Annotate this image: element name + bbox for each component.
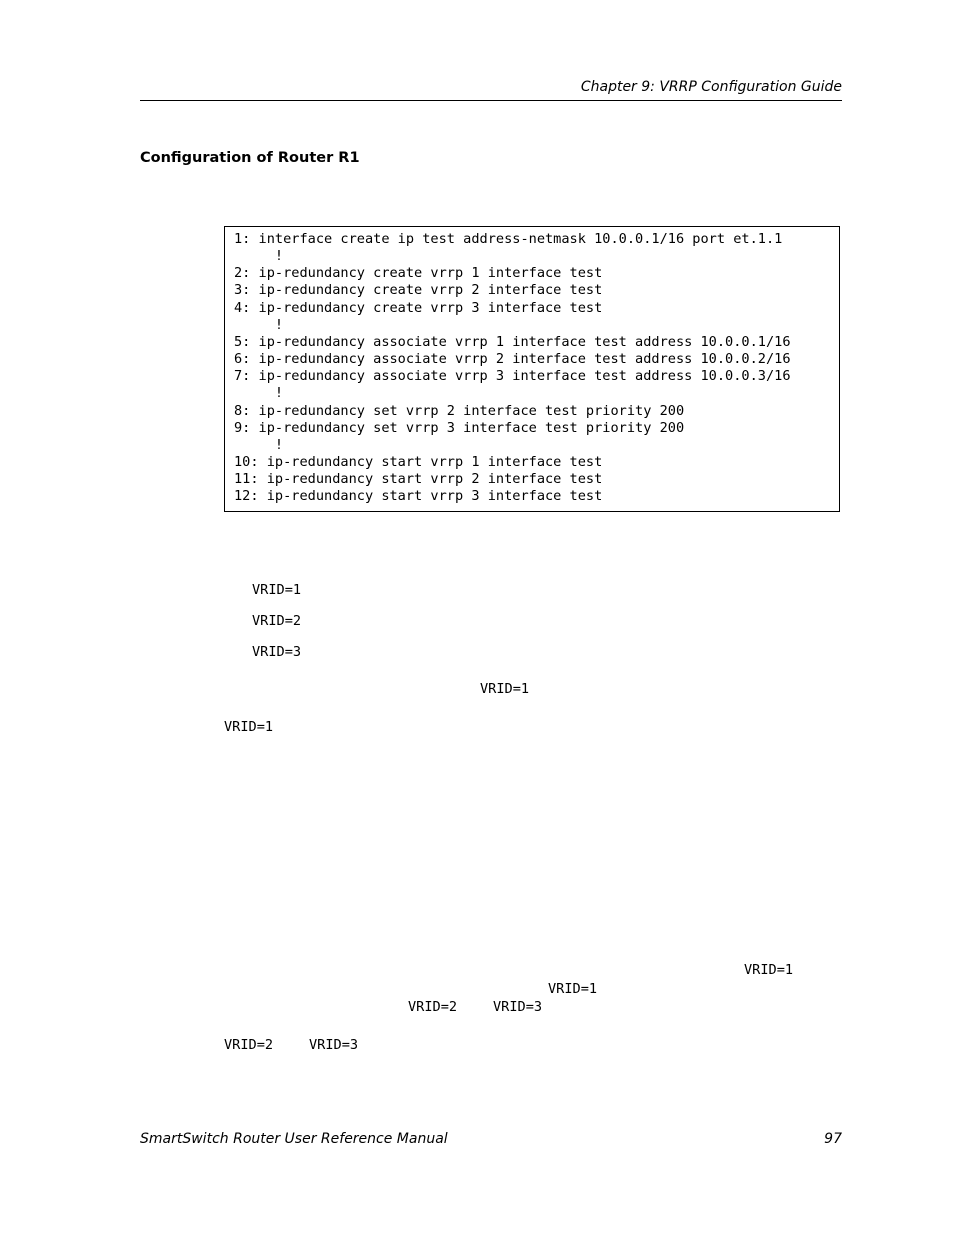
paragraph-vrid-fragment: VRID=3	[309, 1037, 359, 1053]
code-line: 1: interface create ip test address-netmask 10.0.0.1/16 port et.1.1	[234, 231, 783, 247]
vrid-list-item-3: VRID=3	[252, 644, 302, 660]
paragraph-vrid-fragment: VRID=3	[493, 999, 543, 1015]
code-line: 8: ip-redundancy set vrrp 2 interface test priority 200	[234, 402, 685, 419]
manual-title: SmartSwitch Router User Reference Manual	[140, 1131, 448, 1147]
paragraph-vrid-fragment: VRID=1	[744, 962, 794, 978]
code-line: 4: ip-redundancy create vrrp 3 interface test	[234, 299, 603, 316]
header-rule	[140, 100, 842, 101]
section-heading: Configuration of Router R1	[140, 150, 360, 166]
code-listing	[234, 231, 791, 506]
code-line: !	[234, 385, 284, 402]
paragraph-vrid-fragment: VRID=2	[224, 1037, 274, 1053]
code-line: 5: ip-redundancy associate vrrp 1 interface test address 10.0.0.1/16	[234, 333, 791, 350]
vrid-list-item-2: VRID=2	[252, 613, 302, 629]
code-line: !	[234, 248, 284, 265]
code-line: 11: ip-redundancy start vrrp 2 interface test	[234, 471, 603, 488]
code-line: 10: ip-redundancy start vrrp 1 interface test	[234, 454, 603, 471]
paragraph-vrid-fragment: VRID=1	[480, 681, 530, 697]
page-number: 97	[824, 1131, 842, 1147]
paragraph-vrid-fragment: VRID=1	[548, 981, 598, 997]
code-line: 12: ip-redundancy start vrrp 3 interface test	[234, 488, 603, 505]
vrid-list-item-1: VRID=1	[252, 582, 302, 598]
code-line: 2: ip-redundancy create vrrp 1 interface test	[234, 265, 603, 282]
code-line: 3: ip-redundancy create vrrp 2 interface test	[234, 282, 603, 299]
code-line: !	[234, 436, 284, 453]
paragraph-vrid-fragment: VRID=1	[224, 719, 274, 735]
code-line: 7: ip-redundancy associate vrrp 3 interface test address 10.0.0.3/16	[234, 368, 791, 385]
paragraph-vrid-fragment: VRID=2	[408, 999, 458, 1015]
chapter-title: Chapter 9: VRRP Configuration Guide	[580, 79, 842, 95]
code-listing-box	[224, 226, 840, 512]
code-line: 9: ip-redundancy set vrrp 3 interface test priority 200	[234, 419, 685, 436]
code-line: 6: ip-redundancy associate vrrp 2 interface test address 10.0.0.2/16	[234, 351, 791, 368]
code-line: !	[234, 316, 284, 333]
